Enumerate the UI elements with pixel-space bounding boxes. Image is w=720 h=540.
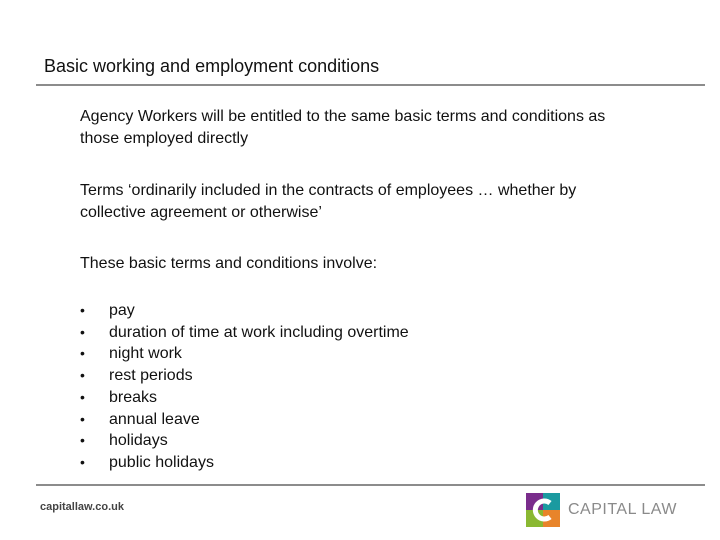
list-item <box>80 409 409 431</box>
list-item-text: duration of time at work including overtime <box>109 323 409 341</box>
footer-url: capitallaw.co.uk <box>40 501 124 513</box>
company-logo <box>526 493 677 527</box>
footer-divider <box>36 484 705 486</box>
capital-law-logo-icon <box>526 493 560 527</box>
paragraph-entitlement: Agency Workers will be entitled to the same basic terms and conditions as those employed directly <box>80 108 606 147</box>
title-divider <box>36 84 705 86</box>
list-item-text: breaks <box>109 388 158 406</box>
list-item <box>80 387 409 409</box>
bullet-dot: • <box>80 345 85 362</box>
bullet-dot: • <box>80 453 85 470</box>
list-item-text: rest periods <box>109 367 193 385</box>
list-item <box>80 365 409 387</box>
list-item-text: pay <box>109 302 135 319</box>
bullet-dot: • <box>80 388 85 405</box>
bullet-dot: • <box>80 302 85 318</box>
bullet-dot: • <box>80 323 85 340</box>
bullet-dot: • <box>80 410 85 427</box>
list-item-text: public holidays <box>109 453 214 471</box>
list-item <box>80 343 409 365</box>
list-item-text: holidays <box>109 432 168 450</box>
slide-title: Basic working and employment conditions <box>44 56 380 76</box>
bullet-dot: • <box>80 432 85 449</box>
paragraph-terms-quote: Terms ‘ordinarily included in the contracts of employees … whether by collective agreement or otherwise’ <box>80 182 577 221</box>
list-item-text: night work <box>109 345 182 363</box>
list-item-text: annual leave <box>109 410 200 428</box>
list-item <box>80 430 409 452</box>
list-item <box>80 300 409 322</box>
paragraph-conditions-intro: These basic terms and conditions involve: <box>80 255 378 272</box>
logo-text: CAPITAL LAW <box>568 501 677 518</box>
list-item <box>80 452 409 474</box>
bullet-dot: • <box>80 367 85 384</box>
list-item <box>80 322 409 344</box>
conditions-list <box>80 300 409 474</box>
